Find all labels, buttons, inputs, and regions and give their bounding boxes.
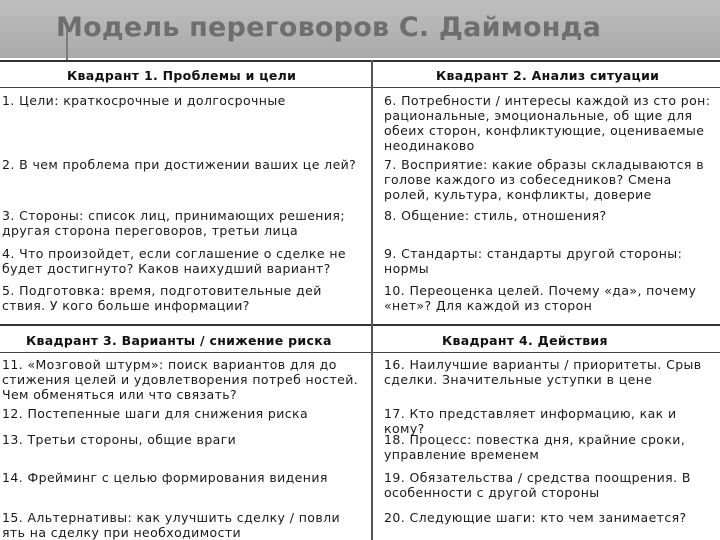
list-item: 3. Стороны: список лиц, принимающих решения; другая сторона переговоров, третьи лица (2, 208, 345, 238)
page-title: Модель переговоров С. Даймонда (56, 12, 601, 43)
list-item: 18. Процесс: повестка дня, крайние сроки, управление временем (384, 432, 686, 462)
header-rule-q2 (373, 87, 720, 88)
list-item: 9. Стандарты: стандарты другой стороны: нормы (384, 246, 683, 276)
list-item: 10. Переоценка целей. Почему «да», почему «нет»? Для каждой из сторон (384, 283, 697, 313)
quadrant-1-heading: Квадрант 1. Проблемы и цели (67, 68, 297, 83)
table-top-rule (0, 60, 720, 62)
list-item: 6. Потребности / интересы каждой из сто рон: рациональные, эмоциональные, об щие для обеих сторон, конфликтующие, оцениваемые неодинаково (384, 93, 711, 153)
list-item: 4. Что произойдет, если соглашение о сделке не будет достигнуто? Каков наихудший вариант? (2, 246, 346, 276)
list-item: 16. Наилучшие варианты / приоритеты. Срыв сделки. Значительные уступки в цене (384, 357, 702, 387)
header-rule-q1 (0, 87, 371, 88)
title-band (0, 0, 720, 58)
list-item: 14. Фрейминг с целью формирования видения (2, 470, 328, 485)
list-item: 7. Восприятие: какие образы складываются в голове каждого из собеседников? Смена ролей, культура, конфликты, доверие (384, 157, 704, 202)
list-item: 17. Кто представляет информацию, как и кому? (384, 406, 677, 436)
header-rule-q3 (0, 352, 371, 353)
quadrant-2-heading: Квадрант 2. Анализ ситуации (436, 68, 660, 83)
list-item: 19. Обязательства / средства поощрения. В особенности с другой стороны (384, 470, 691, 500)
middle-rule (0, 324, 720, 326)
list-item: 12. Постепенные шаги для снижения риска (2, 406, 309, 421)
list-item: 11. «Мозговой штурм»: поиск вариантов для до стижения целей и удовлетворения потреб ностей. Чем обменяться или что связать? (2, 357, 359, 402)
list-item: 20. Следующие шаги: кто чем занимается? (384, 510, 687, 525)
list-item: 15. Альтернативы: как улучшить сделку / повли ять на сделку при необходимости (2, 510, 341, 540)
list-item: 1. Цели: краткосрочные и долгосрочные (2, 93, 286, 108)
list-item: 13. Третьи стороны, общие враги (2, 432, 237, 447)
header-rule-q4 (373, 352, 720, 353)
list-item: 2. В чем проблема при достижении ваших це лей? (2, 157, 357, 172)
quadrant-3-heading: Квадрант 3. Варианты / снижение риска (26, 333, 332, 348)
quadrant-table (0, 60, 720, 540)
list-item: 5. Подготовка: время, подготовительные дей ствия. У кого больше информации? (2, 283, 322, 313)
list-item: 8. Общение: стиль, отношения? (384, 208, 607, 223)
quadrant-4-heading: Квадрант 4. Действия (442, 333, 608, 348)
center-divider (371, 60, 373, 540)
